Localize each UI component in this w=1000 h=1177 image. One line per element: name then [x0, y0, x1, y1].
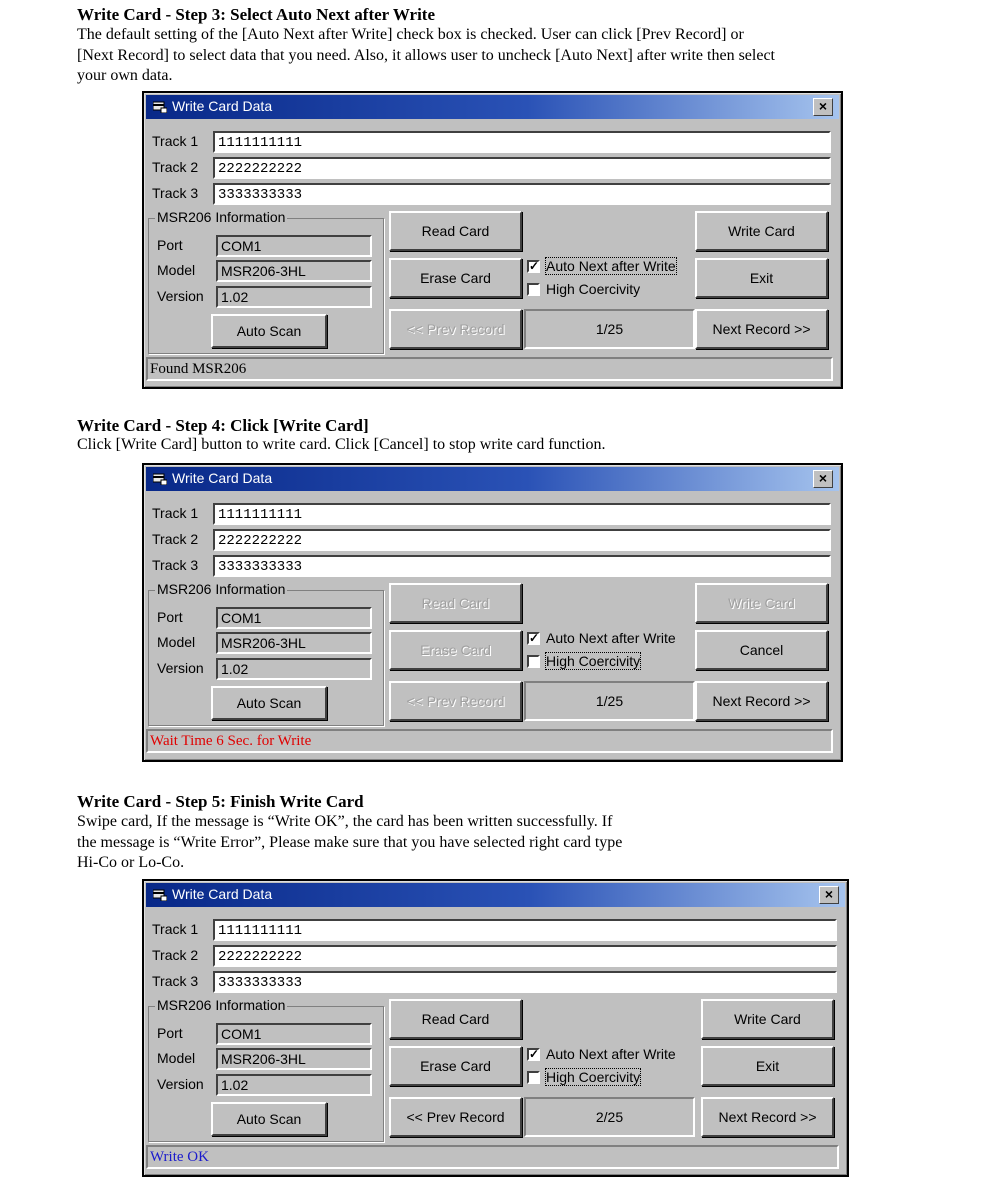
msr206-info-group: [148, 209, 384, 354]
write-card-button[interactable]: Write Card: [695, 583, 828, 623]
port-value: COM1: [216, 235, 372, 257]
close-icon[interactable]: ×: [813, 470, 833, 488]
track3-label: Track 3: [152, 973, 199, 989]
high-coercivity-box-icon: [527, 283, 540, 296]
version-label: Version: [157, 1076, 204, 1092]
port-label: Port: [157, 237, 183, 253]
window-titlebar[interactable]: [146, 95, 839, 119]
read-card-button[interactable]: Read Card: [389, 999, 522, 1039]
prev-record-button[interactable]: << Prev Record: [389, 1097, 522, 1137]
model-value: MSR206-3HL: [216, 1048, 372, 1070]
track1-input[interactable]: 1111111111: [213, 131, 831, 153]
erase-card-button[interactable]: Erase Card: [389, 630, 522, 670]
record-counter: 1/25: [524, 309, 695, 349]
high-coercivity-box-icon: [527, 1071, 540, 1084]
auto-next-checkbox[interactable]: [527, 630, 676, 646]
model-label: Model: [157, 634, 196, 650]
step-title: Write Card - Step 3: Select Auto Next after Write: [77, 5, 436, 24]
group-legend: MSR206 Information: [157, 581, 286, 597]
step-title: Write Card - Step 5: Finish Write Card: [77, 792, 364, 811]
model-label: Model: [157, 262, 196, 278]
version-label: Version: [157, 660, 204, 676]
exit-button[interactable]: Cancel: [695, 630, 828, 670]
write-card-button[interactable]: Write Card: [701, 999, 834, 1039]
track3-input[interactable]: 3333333333: [213, 971, 837, 993]
auto-next-label: Auto Next after Write: [546, 258, 676, 274]
track3-input[interactable]: 3333333333: [213, 183, 831, 205]
track1-input[interactable]: 1111111111: [213, 503, 831, 525]
step-description: Click [Write Card] button to write card. Click [Cancel] to stop write card function.: [77, 436, 606, 453]
auto-next-checkbox[interactable]: [527, 258, 676, 274]
track3-input[interactable]: 3333333333: [213, 555, 831, 577]
exit-button[interactable]: Exit: [701, 1046, 834, 1086]
auto-next-checkbox[interactable]: [527, 1046, 676, 1062]
step-description: The default setting of the [Auto Next after Write] check box is checked. User can click [Prev Record] or [Next Record] to select data that you need. Also, it allows user to uncheck [Auto Next] after write then select your own data.: [77, 26, 775, 84]
track2-input[interactable]: 2222222222: [213, 529, 831, 551]
read-card-button[interactable]: Read Card: [389, 211, 522, 251]
version-label: Version: [157, 288, 204, 304]
port-label: Port: [157, 1025, 183, 1041]
status-bar: Write OK: [146, 1145, 839, 1169]
port-value: COM1: [216, 607, 372, 629]
high-coercivity-label: High Coercivity: [546, 1069, 641, 1085]
port-label: Port: [157, 609, 183, 625]
port-value: COM1: [216, 1023, 372, 1045]
erase-card-button[interactable]: Erase Card: [389, 1046, 522, 1086]
msr206-info-group: [148, 997, 384, 1142]
model-label: Model: [157, 1050, 196, 1066]
track1-input[interactable]: 1111111111: [213, 919, 837, 941]
track1-label: Track 1: [152, 921, 199, 937]
version-value: 1.02: [216, 658, 372, 680]
record-counter: 2/25: [524, 1097, 695, 1137]
app-card-icon: [153, 100, 167, 113]
app-card-icon: [153, 888, 167, 901]
window-titlebar[interactable]: [146, 883, 845, 907]
write-card-button[interactable]: Write Card: [695, 211, 828, 251]
exit-button[interactable]: Exit: [695, 258, 828, 298]
group-legend: MSR206 Information: [157, 209, 286, 225]
write-card-window: [142, 879, 849, 1177]
auto-scan-button[interactable]: Auto Scan: [211, 686, 327, 720]
track2-label: Track 2: [152, 159, 199, 175]
app-card-icon: [153, 472, 167, 485]
high-coercivity-box-icon: [527, 655, 540, 668]
close-icon[interactable]: ×: [813, 98, 833, 116]
auto-next-label: Auto Next after Write: [546, 630, 676, 646]
group-legend: MSR206 Information: [157, 997, 286, 1013]
model-value: MSR206-3HL: [216, 632, 372, 654]
track2-label: Track 2: [152, 947, 199, 963]
next-record-button[interactable]: Next Record >>: [695, 681, 828, 721]
high-coercivity-checkbox[interactable]: [527, 1069, 640, 1085]
prev-record-button[interactable]: << Prev Record: [389, 309, 522, 349]
auto-next-label: Auto Next after Write: [546, 1046, 676, 1062]
read-card-button[interactable]: Read Card: [389, 583, 522, 623]
track3-label: Track 3: [152, 557, 199, 573]
model-value: MSR206-3HL: [216, 260, 372, 282]
track1-label: Track 1: [152, 133, 199, 149]
window-title: Write Card Data: [172, 886, 273, 902]
next-record-button[interactable]: Next Record >>: [701, 1097, 834, 1137]
auto-scan-button[interactable]: Auto Scan: [211, 1102, 327, 1136]
version-value: 1.02: [216, 286, 372, 308]
track2-input[interactable]: 2222222222: [213, 945, 837, 967]
track3-label: Track 3: [152, 185, 199, 201]
record-counter: 1/25: [524, 681, 695, 721]
window-title: Write Card Data: [172, 470, 273, 486]
step-title: Write Card - Step 4: Click [Write Card]: [77, 416, 369, 435]
auto-scan-button[interactable]: Auto Scan: [211, 314, 327, 348]
auto-next-checkmark-icon: ✓: [529, 1046, 540, 1061]
auto-next-checkmark-icon: ✓: [529, 630, 540, 645]
write-card-window: [142, 91, 843, 389]
prev-record-button[interactable]: << Prev Record: [389, 681, 522, 721]
track1-label: Track 1: [152, 505, 199, 521]
erase-card-button[interactable]: Erase Card: [389, 258, 522, 298]
high-coercivity-label: High Coercivity: [546, 281, 641, 297]
track2-input[interactable]: 2222222222: [213, 157, 831, 179]
status-bar: Wait Time 6 Sec. for Write: [146, 729, 833, 753]
write-card-window: [142, 463, 843, 762]
high-coercivity-label: High Coercivity: [546, 653, 641, 669]
close-icon[interactable]: ×: [819, 886, 839, 904]
track2-label: Track 2: [152, 531, 199, 547]
auto-next-checkmark-icon: ✓: [529, 258, 540, 273]
window-title: Write Card Data: [172, 98, 273, 114]
status-bar: Found MSR206: [146, 357, 833, 381]
high-coercivity-checkbox[interactable]: [527, 653, 640, 669]
window-titlebar[interactable]: [146, 467, 839, 491]
msr206-info-group: [148, 581, 384, 726]
next-record-button[interactable]: Next Record >>: [695, 309, 828, 349]
step-description: Swipe card, If the message is “Write OK”, the card has been written successfully. If the message is “Write Error”, Please make sure that you have selected right card type Hi-Co or Lo-Co.: [77, 813, 623, 871]
high-coercivity-checkbox[interactable]: [527, 281, 640, 297]
version-value: 1.02: [216, 1074, 372, 1096]
